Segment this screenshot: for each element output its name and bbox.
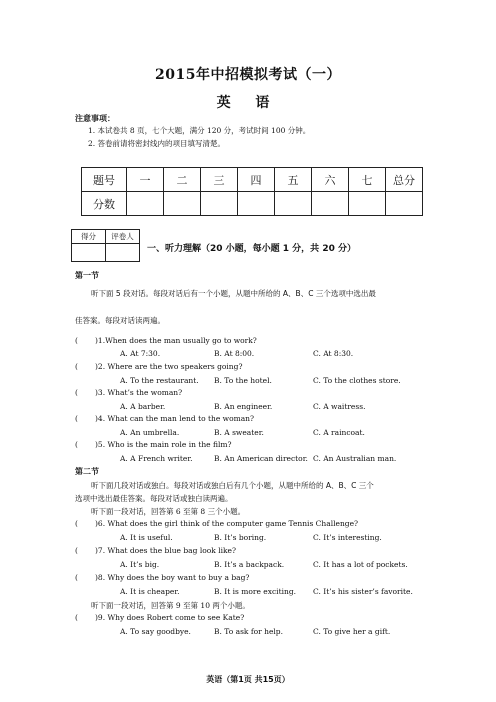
option-b: B. An American director.: [214, 454, 308, 463]
score-cell: 题号: [82, 168, 127, 192]
grader-score-entry[interactable]: [72, 244, 106, 262]
part-instruction: 听下面几段对话或独白。每段对话或独白后有几个小题，从题中所给的 A、B、C 三个: [91, 481, 374, 490]
question-text: )8. Why does the boy want to buy a bag?: [95, 573, 250, 582]
question: [75, 388, 182, 397]
option-c: C. To give her a gift.: [313, 627, 391, 636]
option-c: C. It’s interesting.: [313, 533, 382, 542]
exam-title: 2015年中招模拟考试（一）: [155, 67, 341, 83]
option-c: C. It’s his sister’s favorite.: [313, 587, 413, 596]
question: [75, 573, 249, 582]
answer-blank[interactable]: (: [75, 362, 78, 371]
score-entry[interactable]: [127, 192, 164, 216]
question-text: )5. Who is the main role in the film?: [95, 440, 232, 449]
answer-blank[interactable]: (: [75, 440, 78, 449]
option-b: B. At 8:00.: [214, 349, 255, 358]
score-entry[interactable]: [312, 192, 349, 216]
part-instruction: 听下面 5 段对话。每段对话后有一个小题，从题中所给的 A、B、C 三个选项中选出最: [91, 289, 376, 298]
question: [75, 613, 244, 622]
option-b: B. It’s a backpack.: [214, 560, 285, 569]
grader-name-entry[interactable]: [106, 244, 140, 262]
option-a: A. A French writer.: [120, 454, 193, 463]
score-cell: 总分: [386, 168, 423, 192]
score-cell: 二: [164, 168, 201, 192]
score-cell: 四: [238, 168, 275, 192]
answer-blank[interactable]: (: [75, 388, 78, 397]
question: [75, 519, 358, 528]
option-c: C. It has a lot of pockets.: [313, 560, 408, 569]
option-c: C. To the clothes store.: [313, 376, 401, 385]
option-b: B. To ask for help.: [214, 627, 283, 636]
notice-item: 1. 本试卷共 8 页，七个大题，满分 120 分，考试时间 100 分钟。: [88, 126, 311, 135]
grader-name-label: 评卷人: [106, 230, 140, 244]
option-b: B. To the hotel.: [214, 376, 272, 385]
option-b: B. It is more exciting.: [214, 587, 297, 596]
question: [75, 362, 242, 371]
score-table-score-row: [82, 192, 423, 216]
score-entry[interactable]: [201, 192, 238, 216]
option-c: C. A waitress.: [313, 402, 366, 411]
grader-score-label: 得分: [72, 230, 106, 244]
score-cell: 三: [201, 168, 238, 192]
part-label: 第一节: [75, 271, 99, 280]
part-instruction: 选项中选出最佳答案。每段对话或独白读两遍。: [75, 494, 233, 503]
score-entry[interactable]: [386, 192, 423, 216]
page-footer: 英语（第1页 共15页）: [206, 675, 290, 684]
score-table-header-row: [82, 168, 423, 192]
question: [75, 546, 236, 555]
score-cell: 一: [127, 168, 164, 192]
score-cell: 七: [349, 168, 386, 192]
option-c: C. At 8:30.: [313, 349, 354, 358]
option-b: B. It’s boring.: [214, 533, 267, 542]
option-a: A. It is cheaper.: [120, 587, 180, 596]
section-title: 一、听力理解（20 小题，每小题 1 分，共 20 分）: [147, 244, 356, 254]
option-a: A. A barber.: [120, 402, 166, 411]
answer-blank[interactable]: (: [75, 519, 78, 528]
option-a: A. An umbrella.: [120, 428, 180, 437]
part-instruction: 佳答案。每段对话读两遍。: [75, 316, 165, 325]
score-row-label: 分数: [82, 192, 127, 216]
option-a: A. It’s big.: [120, 560, 160, 569]
score-entry[interactable]: [275, 192, 312, 216]
question-text: )3. What’s the woman?: [95, 388, 183, 397]
option-c: C. A raincoat.: [313, 428, 365, 437]
score-cell: 五: [275, 168, 312, 192]
question-text: )7. What does the blue bag look like?: [95, 546, 236, 555]
option-b: B. A sweater.: [214, 428, 264, 437]
answer-blank[interactable]: (: [75, 414, 78, 423]
score-entry[interactable]: [238, 192, 275, 216]
listening-hint: 听下面一段对话，回答第 6 至第 8 三个小题。: [91, 507, 246, 516]
answer-blank[interactable]: (: [75, 336, 78, 345]
answer-blank[interactable]: (: [75, 546, 78, 555]
score-cell: 六: [312, 168, 349, 192]
question: [75, 336, 257, 345]
question: [75, 414, 254, 423]
question-text: )9. Why does Robert come to see Kate?: [95, 613, 245, 622]
option-a: A. To the restaurant.: [120, 376, 199, 385]
grader-box: [71, 229, 140, 262]
option-a: A. To say goodbye.: [120, 627, 191, 636]
question-text: )2. Where are the two speakers going?: [95, 362, 243, 371]
score-entry[interactable]: [164, 192, 201, 216]
exam-subject: 英 语: [216, 95, 280, 111]
score-table: [81, 167, 423, 216]
option-b: B. An engineer.: [214, 402, 273, 411]
notice-item: 2. 答卷前请将密封线内的项目填写清楚。: [88, 139, 226, 148]
option-c: C. An Australian man.: [313, 454, 397, 463]
notice-heading: 注意事项：: [75, 113, 115, 123]
question-text: )6. What does the girl think of the computer game Tennis Challenge?: [95, 519, 359, 528]
question-text: )1.When does the man usually go to work?: [95, 336, 257, 345]
question: [75, 440, 232, 449]
option-a: A. It is useful.: [120, 533, 173, 542]
question-text: )4. What can the man lend to the woman?: [95, 414, 255, 423]
part-label: 第二节: [75, 467, 99, 476]
option-a: A. At 7:30.: [120, 349, 161, 358]
score-entry[interactable]: [349, 192, 386, 216]
answer-blank[interactable]: (: [75, 573, 78, 582]
listening-hint: 听下面一段对话，回答第 9 至第 10 两个小题。: [91, 601, 250, 610]
answer-blank[interactable]: (: [75, 613, 78, 622]
